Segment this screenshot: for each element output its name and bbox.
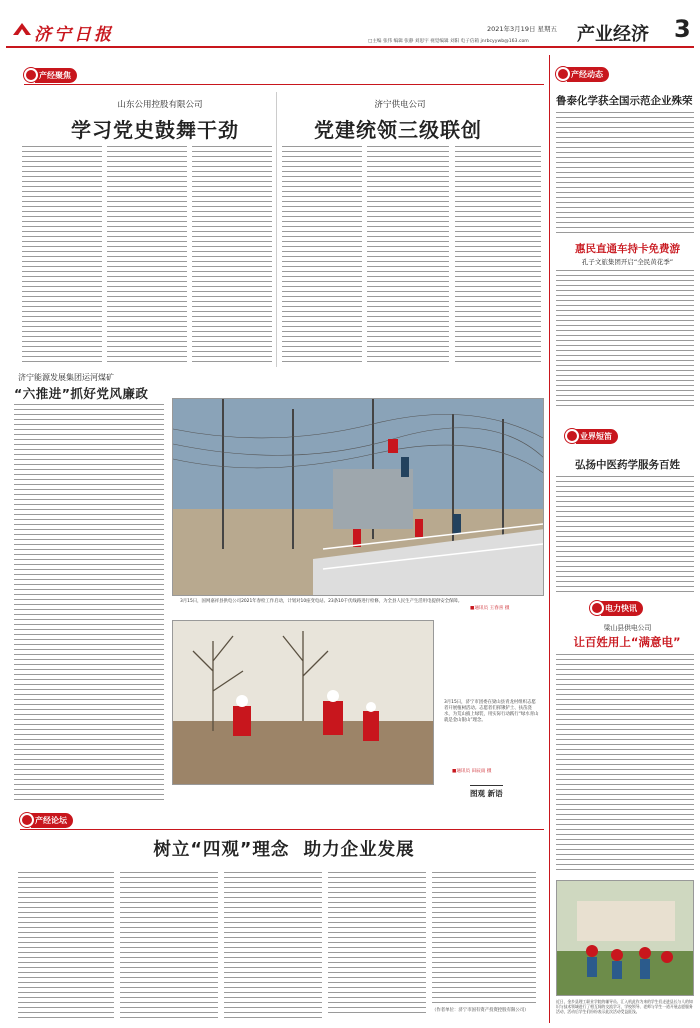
coal-headline: “六推进”抓好党风廉政 bbox=[14, 386, 149, 401]
sidebar-headline-tour: 惠民直通车持卡免费游 bbox=[575, 243, 680, 255]
newspaper-logo-icon bbox=[12, 22, 32, 36]
section-dot-icon bbox=[565, 429, 579, 443]
sidebar-headline-luthai: 鲁泰化学获全国示范企业殊荣 bbox=[556, 95, 693, 107]
paper-name: 济宁日报 bbox=[34, 25, 114, 45]
section-tag-brief: 业界短笛 bbox=[565, 428, 618, 444]
photo-column-tag: 图观 新语 bbox=[470, 785, 503, 799]
section-dot-icon bbox=[556, 67, 570, 81]
sidebar-photo-caption: 近日，金乡县理工职业学院的辅导员、汇入机此作为来的学生们走进县长与人的知识与技术领域进行了相互间的交流学习，学校领导、老师与学生一道开展志愿服务活动，活动后学生们纷纷表示此次活动受益匪浅。 bbox=[556, 999, 693, 1014]
section-tag-dynamics: 产经动态 bbox=[556, 66, 609, 82]
section-dot-icon bbox=[24, 68, 38, 82]
page-number: 3 bbox=[674, 15, 691, 43]
article-column bbox=[18, 872, 114, 1018]
photo1-caption: 3月15日，国网嘉祥县供电公司2021年春检工作启动，计划对10座变电站、23条10千伏线路进行检修，为全县人民生产生活用电提供安全保障。 bbox=[180, 599, 463, 604]
article-column bbox=[120, 872, 218, 1018]
sidebar-headline-tcm: 弘扬中医药学服务百姓 bbox=[575, 459, 680, 471]
article-column bbox=[282, 146, 362, 366]
article-column bbox=[367, 146, 449, 366]
article-column bbox=[432, 872, 536, 1004]
article-column bbox=[455, 146, 541, 366]
section-dot-icon bbox=[590, 601, 604, 615]
left-kicker: 山东公用控股有限公司 bbox=[117, 100, 203, 110]
photo2-caption: 3月15日，济宁市团委在梁山县青龙村组织志愿者开展植树活动。志愿者们挥锹铲土、扶苗浇水，为荒山披上绿装，用实际行动践行“绿水青山就是金山银山”理念。 bbox=[444, 700, 539, 723]
right-headline: 党建统领三级联创 bbox=[314, 118, 482, 142]
article-column bbox=[22, 146, 102, 366]
section-tag-forum: 产经论坛 bbox=[20, 812, 73, 828]
article-column bbox=[107, 146, 187, 366]
photo1-credit: ■通讯员 王春喜 摄 bbox=[470, 606, 510, 611]
right-kicker: 济宁供电公司 bbox=[374, 100, 426, 110]
sidebar-subhead-tour: 孔子文旅集团开启“全民黄花季” bbox=[581, 258, 674, 266]
article-column bbox=[192, 146, 272, 366]
section-dot-icon bbox=[20, 813, 34, 827]
left-headline: 学习党史鼓舞干劲 bbox=[71, 118, 239, 142]
sidebar-kicker-liangshan: 梁山县供电公司 bbox=[603, 624, 652, 632]
article-column bbox=[556, 270, 694, 410]
article-column bbox=[328, 872, 426, 1014]
article-column bbox=[556, 476, 694, 594]
article-column bbox=[224, 872, 322, 1018]
issue-date: 2021年3月19日 星期五 bbox=[487, 25, 558, 33]
section-tag-focus: 产经聚焦 bbox=[24, 67, 77, 83]
article-column bbox=[556, 654, 694, 874]
sidebar-headline-power: 让百姓用上“满意电” bbox=[573, 635, 681, 649]
forum-author: （作者单位：济宁市国有资产投资控股有限公司） bbox=[432, 1008, 529, 1013]
tree-planting-photo bbox=[172, 620, 434, 785]
masthead bbox=[0, 0, 700, 50]
substation-photo bbox=[172, 398, 544, 596]
forum-headline: 树立“四观”理念 助力企业发展 bbox=[153, 840, 415, 860]
editor-credits: □主编 张伟 编辑 张静 刘思宇 视觉编辑 刘阳 电子信箱 jnrbcyywb@163.com bbox=[368, 39, 529, 44]
article-column bbox=[14, 404, 164, 804]
article-column bbox=[556, 112, 694, 234]
coal-kicker: 济宁能源发展集团运河煤矿 bbox=[18, 373, 114, 382]
section-tag-power: 电力快讯 bbox=[590, 600, 643, 616]
school-event-photo bbox=[556, 880, 694, 996]
photo2-credit: ■通讯员 田辰雨 摄 bbox=[452, 769, 492, 774]
section-name: 产业经济 bbox=[577, 24, 649, 45]
